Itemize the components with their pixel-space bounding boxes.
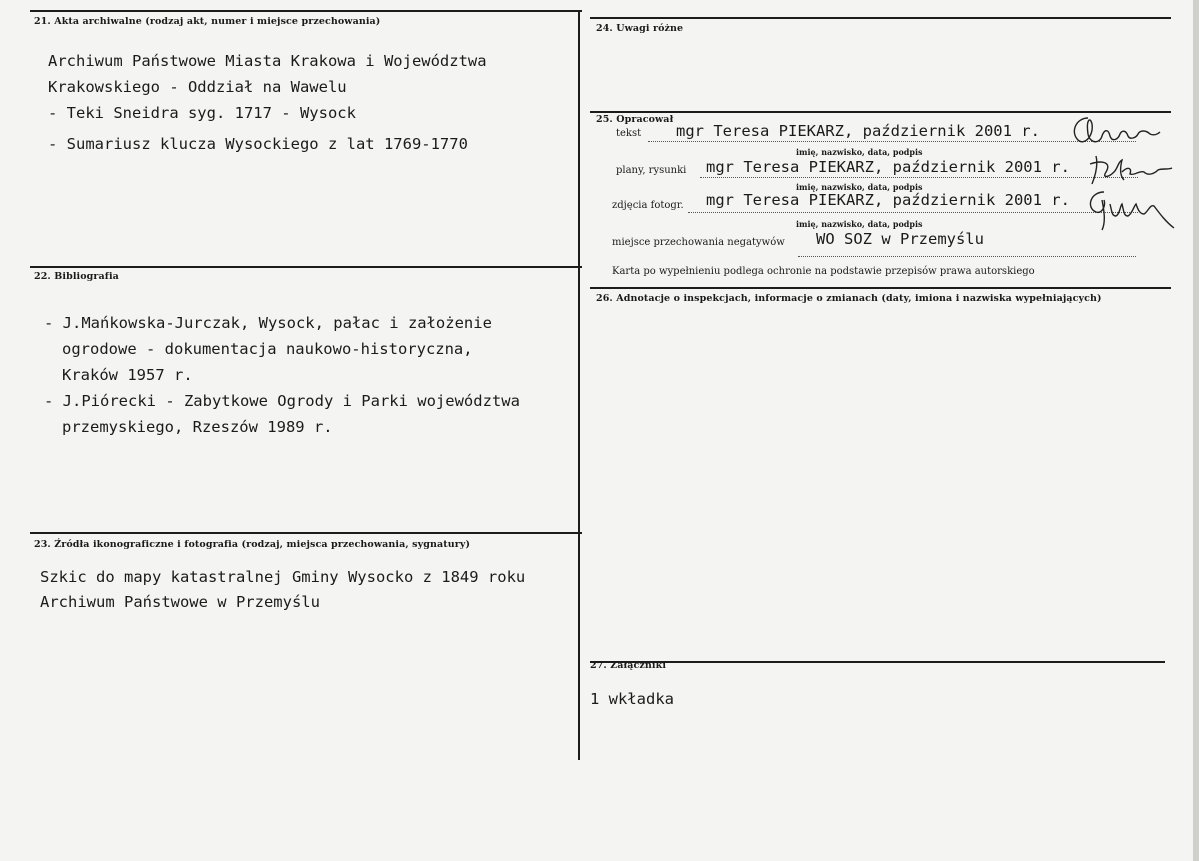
rule-top-right — [590, 17, 1171, 19]
sec25-row-value: mgr Teresa PIEKARZ, październik 2001 r. — [676, 122, 1040, 140]
sec21-label: 21. Akta archiwalne (rodzaj akt, numer i miejsce przechowania) — [34, 16, 381, 27]
column-divider — [578, 10, 580, 760]
rule-top-left — [30, 10, 582, 12]
sec22-line: Kraków 1957 r. — [62, 366, 193, 384]
sec24-label: 24. Uwagi różne — [596, 23, 684, 34]
sec22-line: - J.Mańkowska-Jurczak, Wysock, pałac i założenie — [44, 314, 492, 332]
sec25-row-caption: imię, nazwisko, data, podpis — [796, 147, 923, 157]
sec25-dotted-line — [798, 256, 1136, 257]
sec25-label: 25. Opracował — [596, 114, 674, 125]
rule-sec23 — [30, 532, 582, 534]
sec21-line: - Sumariusz klucza Wysockiego z lat 1769-1770 — [48, 135, 468, 153]
sec25-row-caption: imię, nazwisko, data, podpis — [796, 182, 923, 192]
card-edge — [1193, 0, 1199, 861]
sec25-dotted-line — [688, 212, 1138, 213]
sec25-row-value: mgr Teresa PIEKARZ, październik 2001 r. — [706, 158, 1070, 176]
sec22-line: - J.Piórecki - Zabytkowe Ogrody i Parki województwa — [44, 392, 520, 410]
rule-sec22 — [30, 266, 582, 268]
sec25-row-label: tekst — [616, 128, 642, 139]
sec25-storage-value: WO SOZ w Przemyślu — [816, 230, 984, 248]
sec25-row-label: plany, rysunki — [616, 165, 687, 176]
sec25-row-value: mgr Teresa PIEKARZ, październik 2001 r. — [706, 191, 1070, 209]
signature-tekst — [1066, 112, 1162, 152]
sec26-label: 26. Adnotacje o inspekcjach, informacje o zmianach (daty, imiona i nazwiska wypełniających) — [596, 293, 1102, 304]
sec27-label: 27. Załączniki — [590, 660, 667, 671]
sec21-line: Archiwum Państwowe Miasta Krakowa i Województwa — [48, 52, 487, 70]
sec27-value: 1 wkładka — [590, 690, 674, 708]
sec23-line: Szkic do mapy katastralnej Gminy Wysocko z 1849 roku — [40, 568, 526, 586]
sec22-line: ogrodowe - dokumentacja naukowo-historyczna, — [62, 340, 473, 358]
rule-sec26 — [590, 287, 1171, 289]
rule-sec27 — [590, 661, 1165, 663]
sec25-row-label: zdjęcia fotogr. — [612, 200, 684, 211]
sec25-dotted-line — [700, 177, 1138, 178]
signature-zdjecia — [1082, 186, 1176, 234]
sec21-line: - Teki Sneidra syg. 1717 - Wysock — [48, 104, 356, 122]
sec23-line: Archiwum Państwowe w Przemyślu — [40, 593, 320, 611]
sec25-storage-label: miejsce przechowania negatywów — [612, 237, 785, 248]
sec25-dotted-line — [648, 141, 1136, 142]
sec25-copyright-note: Karta po wypełnieniu podlega ochronie na podstawie przepisów prawa autorskiego — [612, 266, 1035, 277]
sec22-line: przemyskiego, Rzeszów 1989 r. — [62, 418, 333, 436]
signature-plany — [1084, 152, 1174, 188]
sec21-line: Krakowskiego - Oddział na Wawelu — [48, 78, 347, 96]
sec23-label: 23. Źródła ikonograficzne i fotografia (rodzaj, miejsca przechowania, sygnatury) — [34, 539, 471, 550]
sec25-row-caption: imię, nazwisko, data, podpis — [796, 219, 923, 229]
sec22-label: 22. Bibliografia — [34, 271, 119, 282]
